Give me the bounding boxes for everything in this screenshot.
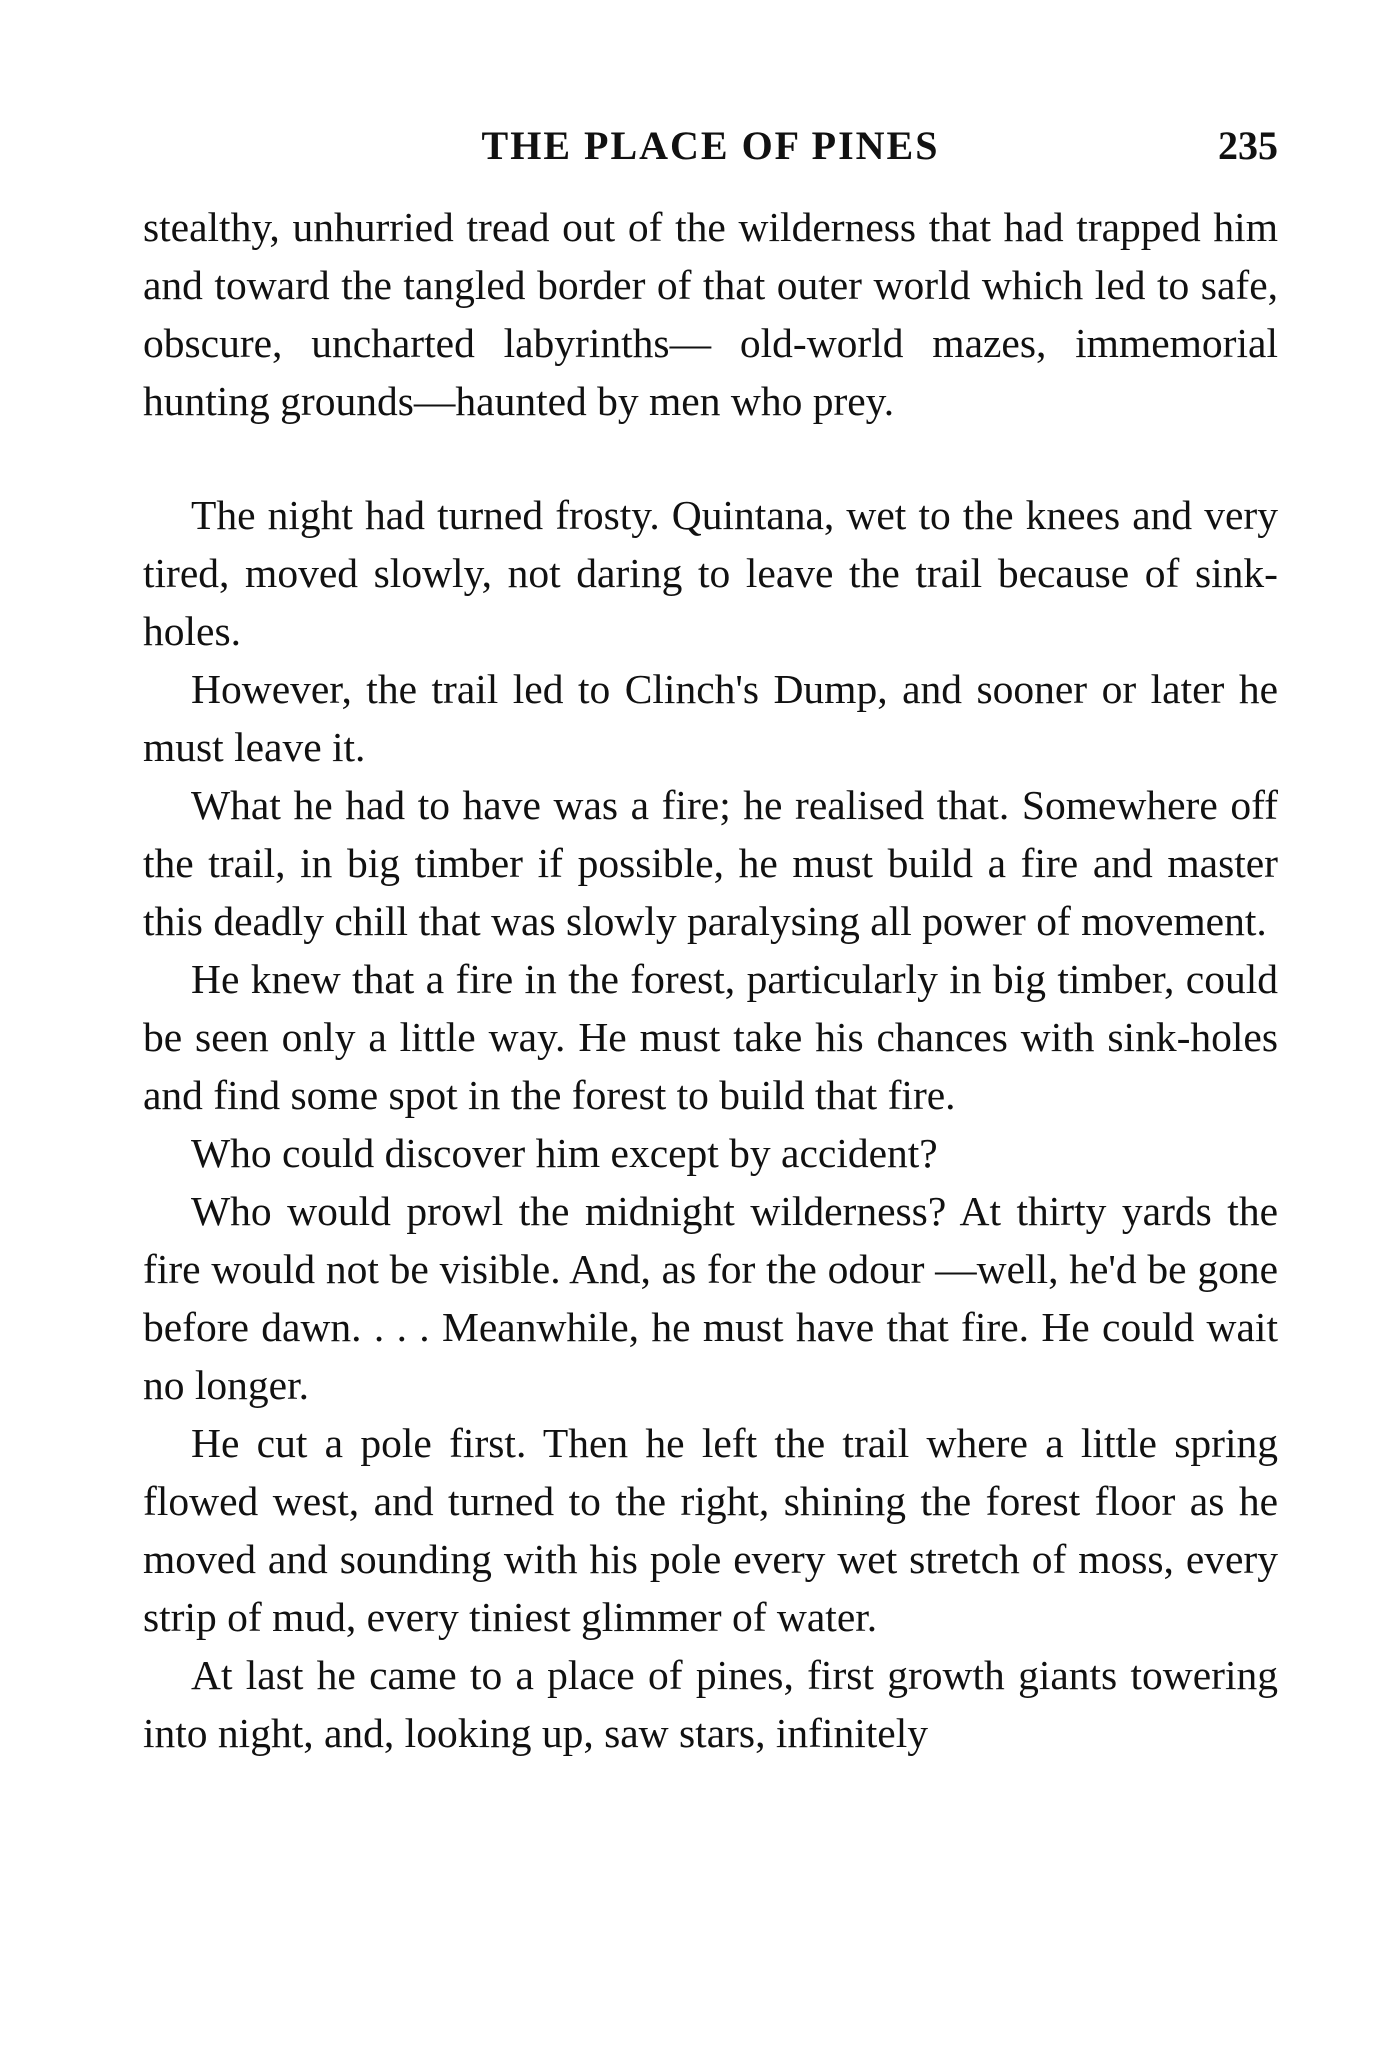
paragraph: At last he came to a place of pines, first growth giants towering into night, and, looking up, saw stars, infinitely [143, 1652, 1278, 1756]
body-text [143, 198, 1278, 1762]
paragraph: The night had turned frosty. Quintana, wet to the knees and very tired, moved slowly, not daring to leave the trail because of sink-holes. [143, 492, 1278, 654]
page-number: 235 [1218, 123, 1278, 168]
paragraph: He cut a pole first. Then he left the trail where a little spring flowed west, and turned to the right, shining the forest floor as he moved and sounding with his pole every wet stretch of moss, every strip of mud, every tiniest glimmer of water. [143, 1420, 1278, 1640]
paragraph: What he had to have was a fire; he realised that. Somewhere off the trail, in big timber if possible, he must build a fire and master this deadly chill that was slowly paralysing all power of movement. [143, 782, 1278, 944]
paragraph-continued: stealthy, unhurried tread out of the wilderness that had trapped him and toward the tangled border of that outer world which led to safe, obscure, uncharted labyrinths— old-world mazes, immemorial hunting grounds—haunted by men who prey. [143, 204, 1278, 424]
paragraph: Who could discover him except by accident? [191, 1130, 938, 1176]
paragraph: Who would prowl the midnight wilderness? At thirty yards the fire would not be visible. And, as for the odour —well, he'd be gone before dawn. . . . Meanwhile, he must have that fire. He could wait no longer. [143, 1188, 1278, 1408]
running-title: THE PLACE OF PINES [481, 123, 940, 168]
paragraph: However, the trail led to Clinch's Dump, and sooner or later he must leave it. [143, 666, 1278, 770]
running-head [143, 118, 1278, 174]
paragraph: He knew that a fire in the forest, particularly in big timber, could be seen only a little way. He must take his chances with sink-holes and find some spot in the forest to build that fire. [143, 956, 1278, 1118]
